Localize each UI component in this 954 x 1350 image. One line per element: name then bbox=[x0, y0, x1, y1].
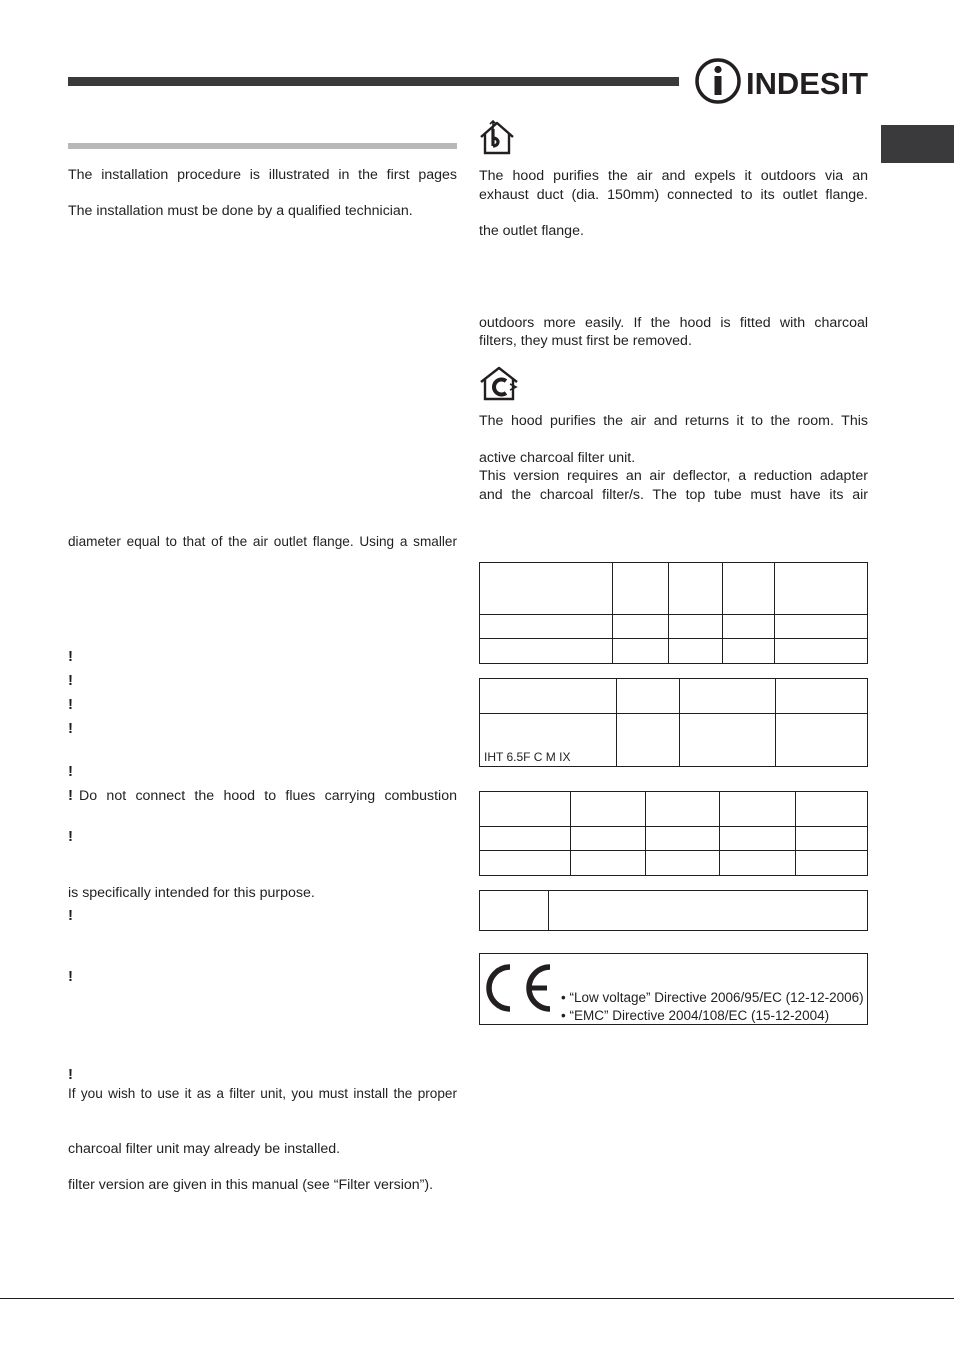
table-cell bbox=[617, 714, 680, 767]
warning-mark: ! bbox=[68, 1066, 73, 1083]
model-name: IHT 6.5F C M IX bbox=[484, 750, 571, 764]
warning-mark: ! bbox=[68, 648, 73, 665]
table-cell bbox=[571, 827, 646, 851]
table-cell bbox=[680, 714, 776, 767]
warning-mark: ! bbox=[68, 787, 73, 804]
install-intro: The installation procedure is illustrated in the first pages bbox=[68, 167, 457, 183]
table-cell bbox=[480, 563, 613, 615]
table-cell bbox=[680, 679, 776, 714]
spec-table-1 bbox=[479, 562, 868, 664]
warning-mark: ! bbox=[68, 696, 73, 713]
language-tab bbox=[881, 125, 954, 163]
table-cell bbox=[571, 851, 646, 876]
filter-line-2: active charcoal filter unit. bbox=[479, 450, 636, 466]
filter-version-ref: filter version are given in this manual (see “Filter version”). bbox=[68, 1177, 434, 1193]
table-cell bbox=[796, 827, 868, 851]
footer-line bbox=[0, 1298, 954, 1299]
table-cell bbox=[480, 679, 617, 714]
table-cell bbox=[617, 679, 680, 714]
spec-table-2 bbox=[479, 678, 868, 767]
table-cell bbox=[480, 792, 571, 827]
extraction-line-1: The hood purifies the air and expels it outdoors via an bbox=[479, 168, 868, 184]
filter-unit-text: If you wish to use it as a filter unit, you must install the proper bbox=[68, 1086, 457, 1101]
filter-line-4: and the charcoal filter/s. The top tube must have its air bbox=[479, 487, 868, 503]
spec-table-4 bbox=[479, 890, 868, 931]
filter-line-1: The hood purifies the air and returns it to the room. This bbox=[479, 413, 868, 429]
table-cell bbox=[720, 827, 796, 851]
table-cell bbox=[796, 851, 868, 876]
table-cell bbox=[723, 563, 775, 615]
low-voltage-directive: • “Low voltage” Directive 2006/95/EC (12-12-2006) bbox=[561, 990, 864, 1005]
warning-mark: ! bbox=[68, 763, 73, 780]
table-cell bbox=[480, 615, 613, 639]
section-rule bbox=[68, 143, 457, 149]
table-cell bbox=[723, 615, 775, 639]
model-cell bbox=[480, 714, 617, 767]
house-b-icon bbox=[479, 120, 515, 156]
emc-directive: • “EMC” Directive 2004/108/EC (15-12-2004) bbox=[561, 1008, 830, 1023]
table-cell bbox=[571, 792, 646, 827]
table-cell bbox=[646, 827, 720, 851]
filter-line-3: This version requires an air deflector, a reduction adapter bbox=[479, 468, 868, 484]
table-cell bbox=[480, 851, 571, 876]
extraction-line-2: exhaust duct (dia. 150mm) connected to its outlet flange. bbox=[479, 187, 868, 203]
warning-mark: ! bbox=[68, 968, 73, 985]
table-cell bbox=[669, 615, 723, 639]
table-cell bbox=[776, 714, 868, 767]
table-cell bbox=[549, 891, 868, 931]
table-cell bbox=[480, 639, 613, 664]
header-bar bbox=[68, 77, 679, 86]
warning-mark: ! bbox=[68, 828, 73, 845]
warning-mark: ! bbox=[68, 672, 73, 689]
warning-mark: ! bbox=[68, 720, 73, 737]
extraction-line-4: outdoors more easily. If the hood is fitted with charcoal bbox=[479, 315, 868, 331]
table-cell bbox=[480, 827, 571, 851]
table-cell bbox=[669, 639, 723, 664]
table-cell bbox=[776, 679, 868, 714]
table-cell bbox=[613, 615, 669, 639]
table-cell bbox=[723, 639, 775, 664]
outlet-diameter-text: diameter equal to that of the air outlet flange. Using a smaller bbox=[68, 534, 457, 549]
purpose-text: is specifically intended for this purpose. bbox=[68, 885, 315, 901]
brand-name: INDESIT bbox=[746, 66, 869, 101]
table-cell bbox=[775, 639, 868, 664]
table-cell bbox=[720, 851, 796, 876]
warning-mark: ! bbox=[68, 907, 73, 924]
ce-mark-icon bbox=[484, 961, 554, 1015]
extraction-line-5: filters, they must first be removed. bbox=[479, 333, 692, 349]
extraction-line-3: the outlet flange. bbox=[479, 223, 584, 239]
table-cell bbox=[669, 563, 723, 615]
table-cell bbox=[775, 615, 868, 639]
table-cell bbox=[646, 851, 720, 876]
table-cell bbox=[480, 891, 549, 931]
flue-warning-text: Do not connect the hood to flues carrying combustion bbox=[79, 788, 457, 804]
table-cell bbox=[646, 792, 720, 827]
table-cell bbox=[720, 792, 796, 827]
table-cell bbox=[775, 563, 868, 615]
table-cell bbox=[613, 639, 669, 664]
charcoal-installed-text: charcoal filter unit may already be installed. bbox=[68, 1141, 341, 1157]
install-technician: The installation must be done by a qualified technician. bbox=[68, 203, 413, 219]
spec-table-3 bbox=[479, 791, 868, 876]
table-cell bbox=[613, 563, 669, 615]
house-c-icon bbox=[479, 366, 519, 402]
table-cell bbox=[796, 792, 868, 827]
indesit-logo bbox=[694, 56, 870, 106]
